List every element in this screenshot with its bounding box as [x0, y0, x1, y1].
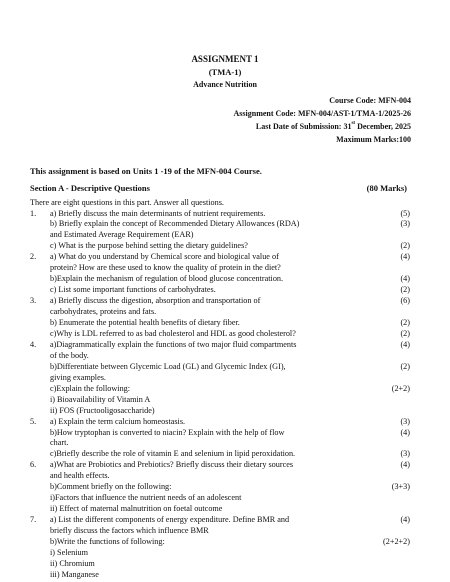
question-text: c)Explain the following: — [50, 383, 131, 393]
question-text: b)Differentiate between Glycemic Load (GL) and Glycemic Index (GI), — [50, 361, 286, 371]
question-text: c)Why is LDL referred to as bad cholesterol and HDL as good cholesterol? — [50, 328, 296, 338]
question-text: a)Diagrammatically explain the functions of two major fluid compartments — [50, 339, 297, 349]
question-number: 5. — [30, 416, 37, 426]
question-marks: (3+3) — [391, 482, 410, 492]
assignment-basis: This assignment is based on Units 1 -19 of the MFN-004 Course. — [30, 166, 262, 176]
last-date — [256, 122, 411, 131]
question-marks: (5) — [400, 208, 410, 218]
question-text: a) What do you understand by Chemical score and biological value of — [50, 252, 279, 262]
question-number: 1. — [30, 208, 37, 218]
max-marks: Maximum Marks:100 — [336, 135, 411, 144]
question-text: b)Explain the mechanism of regulation of blood glucose concentration. — [50, 274, 284, 284]
question-text: c) List some important functions of carbohydrates. — [50, 285, 216, 295]
last-date-sup: st — [351, 121, 356, 126]
question-marks: (3) — [400, 449, 410, 459]
subject-title: Advance Nutrition — [193, 80, 257, 89]
question-text: iii) Manganese — [50, 569, 99, 579]
question-text: a)What are Probiotics and Prebiotics? Briefly discuss their dietary sources — [50, 460, 294, 470]
question-text: b)Comment briefly on the following: — [50, 482, 172, 492]
question-text: c) What is the purpose behind setting the dietary guidelines? — [50, 241, 248, 251]
question-number: 3. — [30, 296, 37, 306]
question-marks: (2+2+2) — [383, 537, 410, 546]
question-text: and health effects. — [50, 471, 110, 481]
question-marks: (2) — [400, 285, 410, 295]
question-text: a) Briefly discuss the main determinants of nutrient requirements. — [50, 208, 266, 218]
question-text: a) Briefly discuss the digestion, absorption and transportation of — [50, 296, 261, 306]
assignment-code: Assignment Code: MFN-004/AST-1/TMA-1/2025-26 — [233, 109, 411, 118]
last-date-prefix: Last Date of Submission: 31 — [255, 122, 352, 131]
question-text: a) List the different components of energy expenditure. Define BMR and — [50, 515, 290, 525]
question-marks: (2) — [400, 361, 410, 371]
question-text: carbohydrates, proteins and fats. — [50, 307, 157, 317]
question-marks: (4) — [400, 515, 410, 525]
question-number: 6. — [30, 460, 37, 470]
assignment-title: ASSIGNMENT 1 — [191, 54, 259, 64]
question-number: 7. — [30, 515, 37, 525]
question-marks: (3) — [400, 219, 410, 229]
section-title: Section A - Descriptive Questions — [30, 183, 150, 193]
question-text: b)How tryptophan is converted to niacin? Explain with the help of flow — [50, 427, 285, 437]
question-text: b) Briefly explain the concept of Recommended Dietary Allowances (RDA) — [50, 219, 300, 229]
question-text: b) Enumerate the potential health benefits of dietary fiber. — [50, 318, 240, 327]
question-text: briefly discuss the factors which influence BMR — [50, 526, 209, 536]
question-marks: (2+2) — [391, 383, 410, 393]
question-marks: (3) — [400, 416, 410, 426]
question-text: i) Bioavailability of Vitamin A — [50, 394, 151, 404]
question-text: and Estimated Average Requirement (EAR) — [50, 230, 194, 240]
question-marks: (4) — [400, 252, 410, 262]
question-text: chart. — [50, 438, 69, 448]
section-marks: (80 Marks) — [366, 183, 407, 193]
tma-label: (TMA-1) — [208, 67, 242, 77]
question-marks: (4) — [400, 460, 410, 470]
question-text: giving examples. — [50, 372, 106, 382]
question-marks: (4) — [400, 274, 410, 284]
question-text: protein? How are these used to know the quality of protein in the diet? — [50, 263, 281, 273]
question-marks: (4) — [400, 339, 410, 349]
instructions: There are eight questions in this part. Answer all questions. — [30, 198, 224, 207]
question-number: 2. — [30, 252, 37, 262]
question-text: i) Selenium — [50, 547, 88, 557]
question-text: ii) Chromium — [50, 558, 95, 568]
question-text: ii) FOS (Fructooligosaccharide) — [50, 405, 155, 415]
question-text: of the body. — [50, 350, 89, 360]
question-marks: (2) — [400, 328, 410, 338]
question-marks: (2) — [400, 241, 410, 251]
question-marks: (6) — [400, 296, 410, 306]
question-text: a) Explain the term calcium homeostasis. — [50, 416, 186, 426]
question-marks: (4) — [400, 427, 410, 437]
question-text: b)Write the functions of following: — [50, 537, 165, 546]
last-date-suffix: December, 2025 — [355, 122, 411, 131]
question-number: 4. — [30, 339, 37, 349]
course-code: Course Code: MFN-004 — [329, 96, 411, 105]
question-text: ii) Effect of maternal malnutrition on foetal outcome — [50, 504, 223, 514]
question-marks: (2) — [400, 318, 410, 327]
question-text: i)Factors that influence the nutrient needs of an adolescent — [50, 493, 242, 503]
question-text: c)Briefly describe the role of vitamin E and selenium in lipid peroxidation. — [50, 449, 296, 459]
